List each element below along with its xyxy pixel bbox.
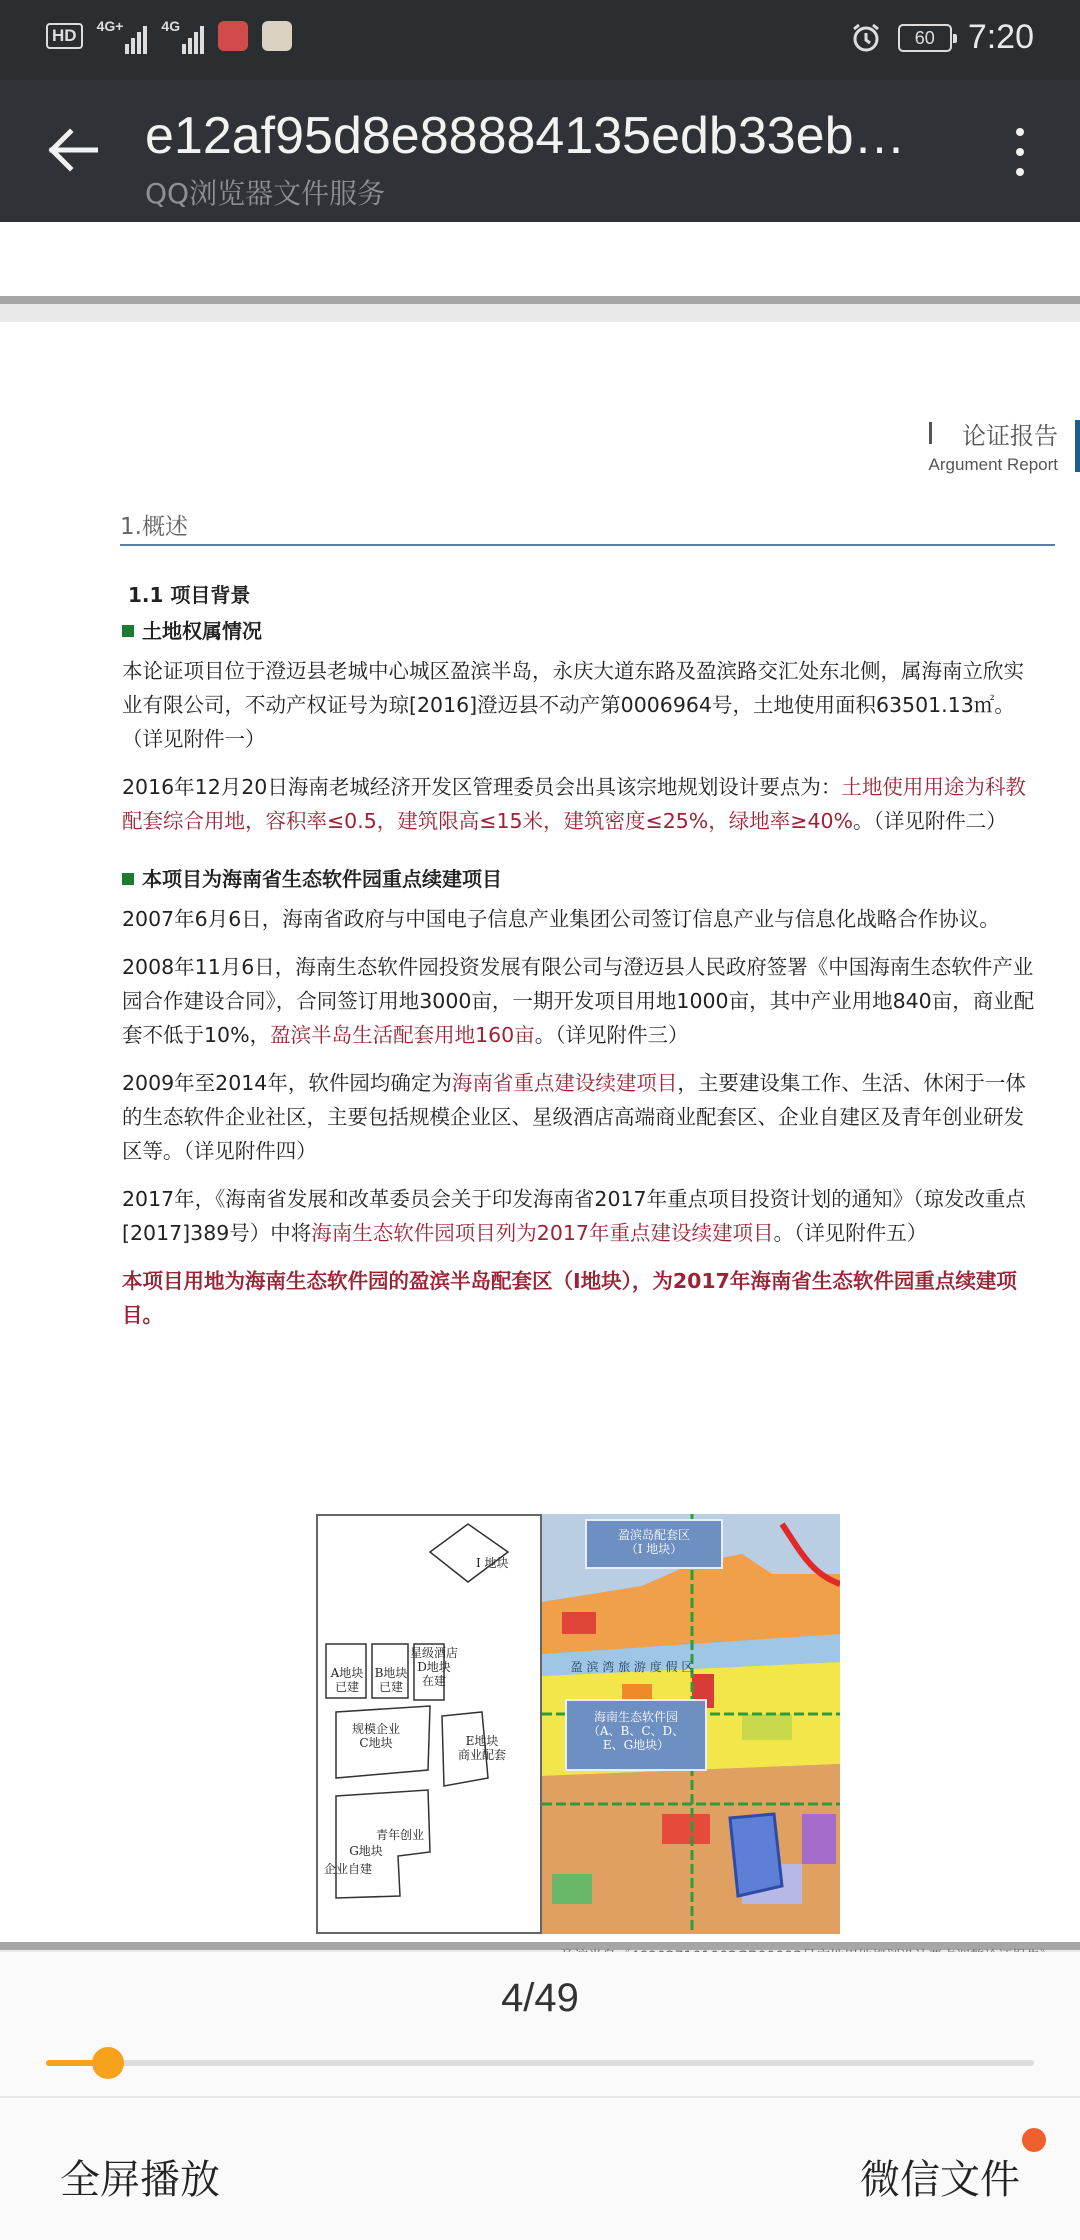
plot-diagram [316,1514,542,1934]
paragraph-6: 2017年，《海南省发展和改革委员会关于印发海南省2017年重点项目投资计划的通知》（琼发改重点[2017]389号）中将海南生态软件园项目列为2017年重点建设续建项目。（详见附件五） [122,1187,1026,1245]
plot-label-b: B地块 已建 [374,1666,408,1694]
subsection-heading: 1.1 项目背景 [128,583,251,607]
plot-label-g0: 青年创业 [375,1828,424,1842]
paragraph-1: 本论证项目位于澄迈县老城中心城区盈滨半岛，永庆大道东路及盈滨路交汇处东北侧，属海南立欣实业有限公司，不动产权证号为琼[2016]澄迈县不动产第0006964号，土地使用面积63501.13㎡。（详见附件一） [122,659,1024,751]
bullet-square-icon [122,873,134,885]
plot-label-g1: G地块 [349,1844,383,1858]
notification-badge [1022,2128,1046,2152]
section-heading: 1.概述 [120,514,188,540]
plot-label-d: 星级酒店 D地块 在建 [409,1646,458,1688]
page-content [122,574,1042,1332]
paragraph-3: 2007年6月6日，海南省政府与中国电子信息产业集团公司签订信息产业与信息化战略合作协议。 [122,907,1000,931]
page-indicator: 4/49 [501,1976,579,2020]
plot-label-c: 规模企业 C地块 [351,1722,400,1750]
key-project-heading: 本项目为海南省生态软件园重点续建项目 [122,862,1042,896]
page-slider[interactable] [46,2060,1034,2066]
document-viewer[interactable] [0,222,1080,1952]
paragraph-2: 2016年12月20日海南老城经济开发区管理委员会出具该宗地规划设计要点为：土地使用用途为科教配套综合用地，容积率≤0.5，建筑限高≤15米，建筑密度≤25%，绿地率≥40%。（详见附件二） [122,775,1026,833]
page-slider-thumb[interactable] [92,2047,124,2079]
map-label-ecopark: 海南生态软件园 （A、B、C、D、 E、G地块） [587,1710,685,1752]
plot-label-e: E地块 商业配套 [457,1734,506,1762]
alarm-icon [850,22,882,54]
more-dots-icon [1016,128,1024,136]
fullscreen-play-button[interactable]: 全屏播放 [60,2157,220,2203]
section-rule [120,544,1055,546]
signal-icon-2: 4G [161,18,204,54]
report-tag: 论证报告 Argument Report [928,422,1058,474]
document-page [0,322,1080,1950]
site-plan-figure [316,1514,840,1934]
notification-app-icon-2 [262,21,292,51]
plot-label-g2: 企业自建 [323,1862,372,1876]
plot-label-a: A地块 已建 [330,1666,364,1694]
file-subtitle: QQ浏览器文件服务 [145,177,386,210]
paragraph-4: 2008年11月6日，海南生态软件园投资发展有限公司与澄迈县人民政府签署《中国海南生态软件产业园合作建设合同》，合同签订用地3000亩，一期开发项目用地1000亩，其中产业用地840亩，商业配套不低于10%，盈滨半岛生活配套用地160亩。（详见附件三） [122,955,1035,1047]
divider [0,2096,1080,2098]
map-label-yingbin: 盈滨岛配套区 （I 地块） [617,1528,690,1556]
previous-page-edge [0,222,1080,304]
more-options-button[interactable] [1000,120,1040,184]
land-heading: 土地权属情况 [122,614,1042,648]
back-button[interactable] [36,114,108,186]
status-bar [0,0,1080,80]
wechat-files-button[interactable]: 微信文件 [860,2157,1020,2203]
bottom-panel [0,1952,1080,2240]
back-arrow-icon [46,128,98,172]
zoning-map [542,1514,840,1934]
battery-icon: 60 [898,24,952,52]
bullet-square-icon [122,625,134,637]
app-bar [0,80,1080,222]
signal-icon: 4G+ [97,18,148,54]
hd-icon: HD [46,23,83,49]
report-accent-bar [1075,420,1080,472]
notification-app-icon [218,21,248,51]
paragraph-5: 2009年至2014年，软件园均确定为海南省重点建设续建项目，主要建设集工作、生活、休闲于一体的生态软件企业社区，主要包括规模企业区、星级酒店高端商业配套区、企业自建区及青年创业研发区等。（详见附件四） [122,1071,1026,1163]
plot-label-i: I 地块 [476,1556,509,1570]
paragraph-7-highlight: 本项目用地为海南生态软件园的盈滨半岛配套区（I地块），为2017年海南省生态软件园重点续建项目。 [122,1269,1017,1327]
clock: 7:20 [967,18,1034,56]
map-label-river: 盈 滨 湾 旅 游 度 假 区 [570,1660,694,1674]
file-title: e12af95d8e88884135edb33eb… [145,107,906,165]
